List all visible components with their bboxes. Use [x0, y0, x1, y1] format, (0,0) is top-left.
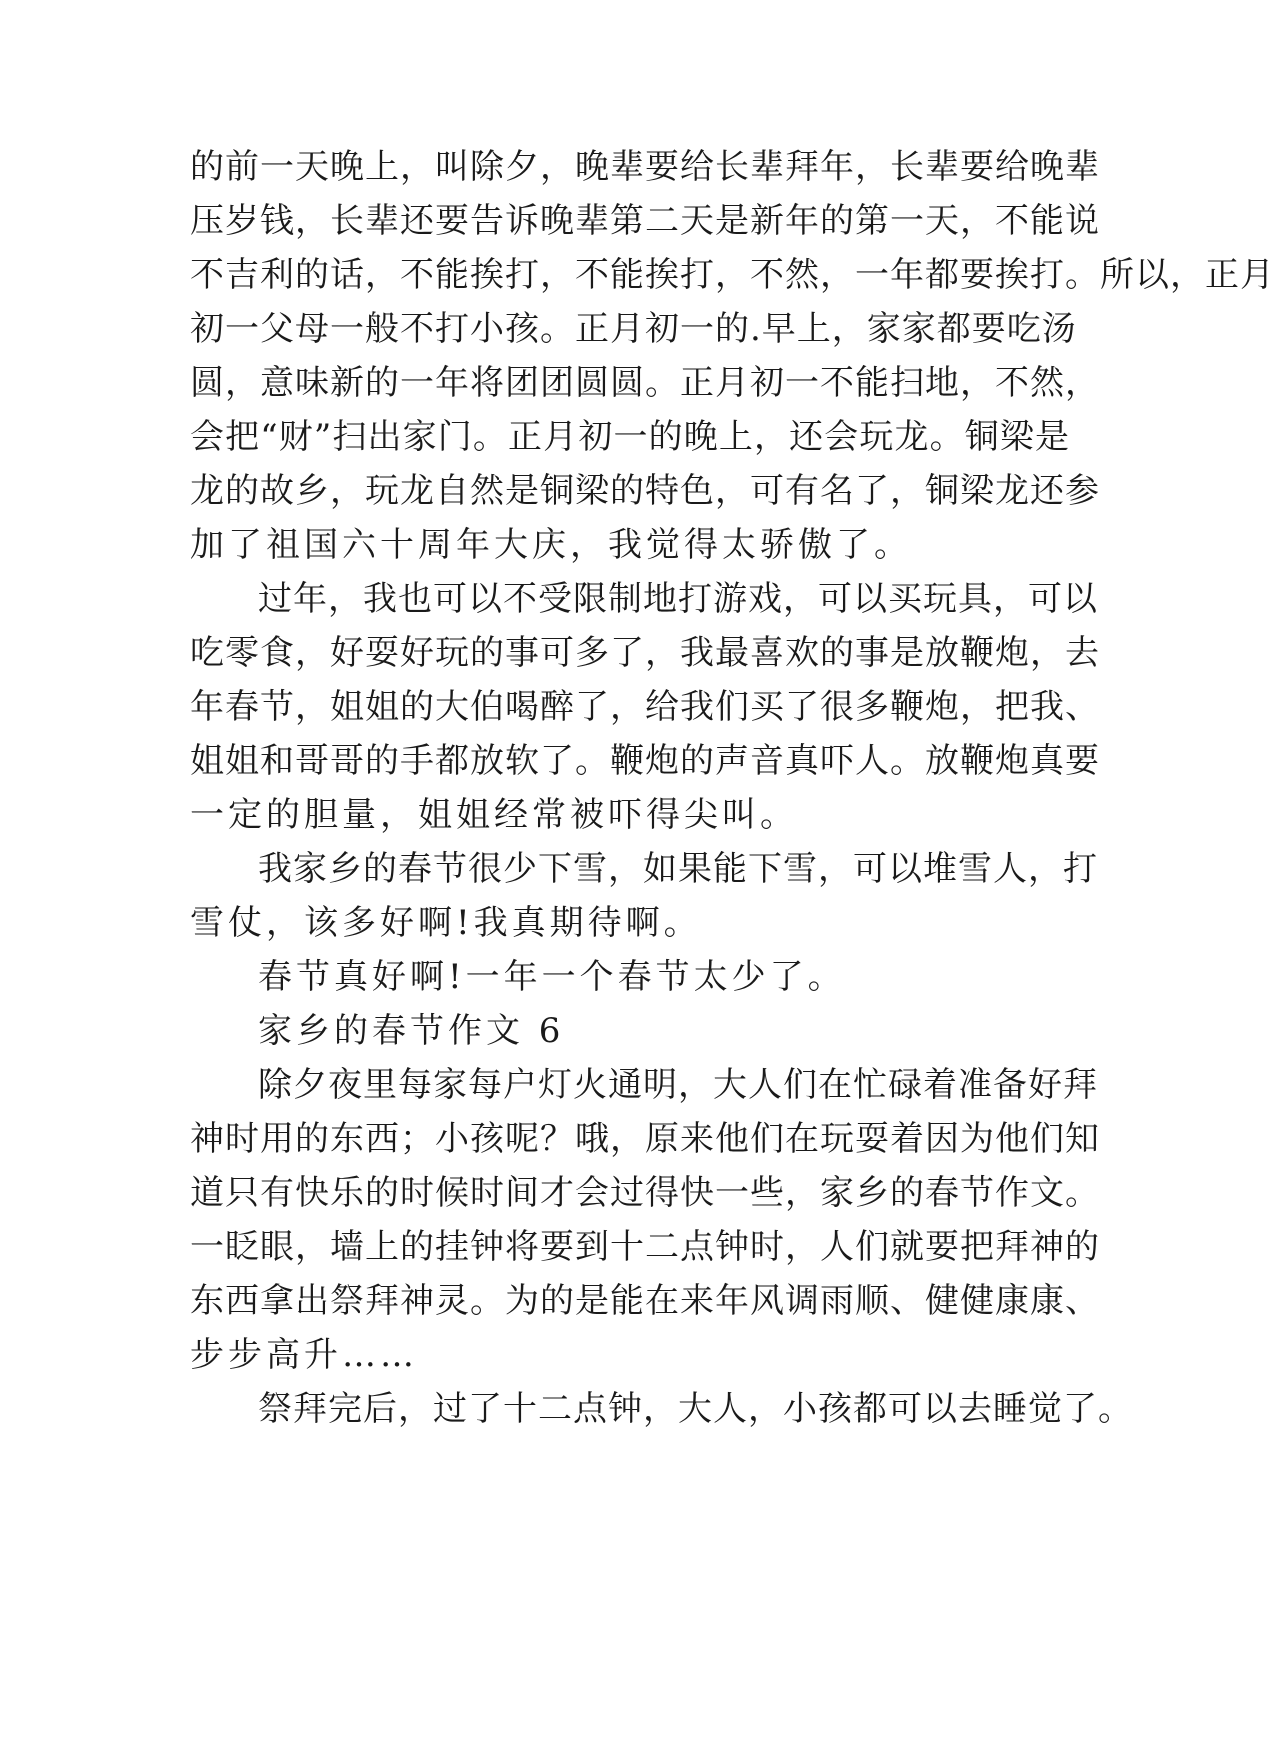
text-line: 不吉利的话，不能挨打，不能挨打，不然，一年都要挨打。所以，正月 [190, 255, 1275, 295]
text-line: 加了祖国六十周年大庆，我觉得太骄傲了。 [190, 525, 912, 565]
text-line: 初一父母一般不打小孩。正月初一的.早上，家家都要吃汤 [190, 309, 1077, 349]
text-line: 会把“财”扫出家门。正月初一的晚上，还会玩龙。铜梁是 [190, 417, 1070, 457]
text-line: 圆，意味新的一年将团团圆圆。正月初一不能扫地，不然， [190, 363, 1100, 403]
text-line: 祭拜完后，过了十二点钟，大人，小孩都可以去睡觉了。 [258, 1389, 1133, 1429]
text-line: 神时用的东西；小孩呢？哦，原来他们在玩耍着因为他们知 [190, 1119, 1100, 1159]
text-line: 一定的胆量，姐姐经常被吓得尖叫。 [190, 795, 798, 835]
text-line: 东西拿出祭拜神灵。为的是能在来年风调雨顺、健健康康、 [190, 1281, 1100, 1321]
text-line: 一眨眼，墙上的挂钟将要到十二点钟时，人们就要把拜神的 [190, 1227, 1100, 1267]
text-line: 除夕夜里每家每户灯火通明，大人们在忙碌着准备好拜 [258, 1065, 1098, 1105]
text-line: 年春节，姐姐的大伯喝醉了，给我们买了很多鞭炮，把我、 [190, 687, 1100, 727]
text-line: 压岁钱，长辈还要告诉晚辈第二天是新年的第一天，不能说 [190, 201, 1100, 241]
text-line: 春节真好啊!一年一个春节太少了。 [258, 957, 846, 997]
text-line: 雪仗，该多好啊!我真期待啊。 [190, 903, 702, 943]
text-line: 道只有快乐的时候时间才会过得快一些，家乡的春节作文。 [190, 1173, 1100, 1213]
text-line: 龙的故乡，玩龙自然是铜梁的特色，可有名了，铜梁龙还参 [190, 471, 1100, 511]
text-line: 步步高升…… [190, 1335, 418, 1375]
text-line: 过年，我也可以不受限制地打游戏，可以买玩具，可以 [258, 579, 1098, 619]
section-heading: 家乡的春节作文 6 [258, 1011, 565, 1051]
text-line: 吃零食，好耍好玩的事可多了，我最喜欢的事是放鞭炮，去 [190, 633, 1100, 673]
text-line: 的前一天晚上，叫除夕，晚辈要给长辈拜年，长辈要给晚辈 [190, 147, 1100, 187]
text-line: 我家乡的春节很少下雪，如果能下雪，可以堆雪人，打 [258, 849, 1098, 889]
text-line: 姐姐和哥哥的手都放软了。鞭炮的声音真吓人。放鞭炮真要 [190, 741, 1100, 781]
